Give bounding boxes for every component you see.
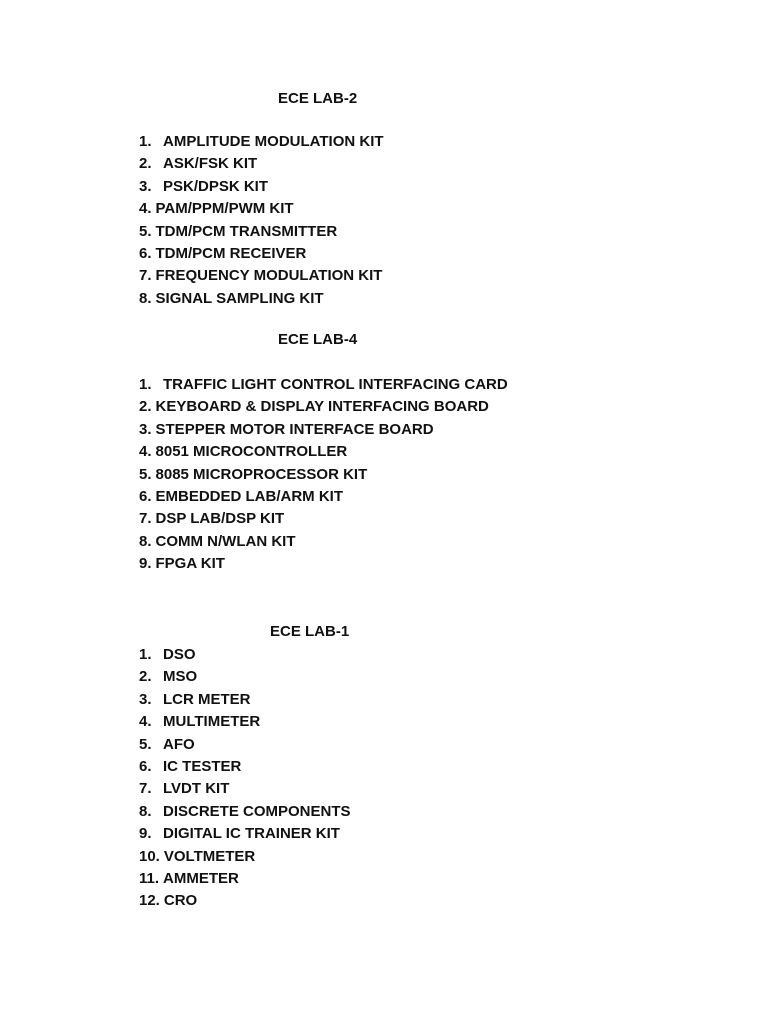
- list-item: [139, 131, 384, 153]
- list-item: [139, 711, 351, 733]
- item-number: 5.: [139, 735, 152, 753]
- list-item: [139, 486, 508, 508]
- lab-4-equipment-list: [139, 374, 508, 576]
- list-item: [139, 531, 508, 553]
- list-item: [139, 419, 508, 441]
- item-text: AMMETER: [163, 869, 239, 887]
- item-text: PAM/PPM/PWM KIT: [155, 200, 294, 218]
- item-text: LVDT KIT: [163, 780, 230, 798]
- list-item: [139, 464, 508, 486]
- item-number: 8.: [139, 532, 152, 550]
- item-number: 2.: [139, 398, 152, 416]
- item-number: 2.: [139, 668, 152, 686]
- list-item: [139, 846, 351, 868]
- item-text: FPGA KIT: [155, 555, 225, 573]
- item-text: DISCRETE COMPONENTS: [163, 802, 351, 820]
- list-item: [139, 374, 508, 396]
- list-item: [139, 221, 384, 243]
- item-number: 7.: [139, 267, 152, 285]
- item-text: IC TESTER: [163, 757, 242, 775]
- item-number: 8.: [139, 289, 152, 307]
- item-number: 1.: [139, 133, 152, 150]
- item-text: CRO: [163, 892, 198, 910]
- item-number: 4.: [139, 443, 152, 461]
- list-item: [139, 265, 384, 287]
- list-item: [139, 243, 384, 265]
- item-number: 3.: [139, 177, 152, 195]
- list-item: [139, 823, 351, 845]
- item-text: FREQUENCY MODULATION KIT: [155, 267, 383, 285]
- list-item: [139, 890, 351, 912]
- item-number: 6.: [139, 244, 152, 262]
- item-number: 5.: [139, 222, 152, 240]
- lab-1-equipment-list: [139, 644, 351, 913]
- section-heading-lab-1: ECE LAB-1: [270, 623, 350, 640]
- list-item: [139, 778, 351, 800]
- list-item: [139, 689, 351, 711]
- list-item: [139, 756, 351, 778]
- list-item: [139, 198, 384, 220]
- item-text: TRAFFIC LIGHT CONTROL INTERFACING CARD: [163, 376, 508, 393]
- item-number: 7.: [139, 510, 152, 528]
- list-item: [139, 396, 508, 418]
- item-number: 3.: [139, 420, 152, 438]
- list-item: [139, 441, 508, 463]
- item-number: 1.: [139, 376, 152, 393]
- item-number: 9.: [139, 555, 152, 573]
- item-text: AMPLITUDE MODULATION KIT: [163, 133, 384, 150]
- item-text: SIGNAL SAMPLING KIT: [155, 289, 324, 307]
- item-text: DSP LAB/DSP KIT: [155, 510, 285, 528]
- list-item: [139, 734, 351, 756]
- item-number: 3.: [139, 690, 152, 708]
- item-text: VOLTMETER: [163, 847, 256, 865]
- item-number: 6.: [139, 487, 152, 505]
- item-text: PSK/DPSK KIT: [163, 177, 269, 195]
- item-number: 1.: [139, 646, 152, 663]
- list-item: [139, 288, 384, 310]
- item-number: 5.: [139, 465, 152, 483]
- list-item: [139, 553, 508, 575]
- section-heading-lab-2: ECE LAB-2: [278, 90, 358, 107]
- item-number: 11.: [139, 869, 160, 887]
- item-number: 6.: [139, 757, 152, 775]
- lab-2-equipment-list: [139, 131, 384, 310]
- item-number: 4.: [139, 200, 152, 218]
- item-text: MULTIMETER: [163, 713, 261, 731]
- item-number: 4.: [139, 713, 152, 731]
- item-number: 12.: [139, 892, 160, 910]
- list-item: [139, 801, 351, 823]
- item-text: AFO: [163, 735, 195, 753]
- list-item: [139, 666, 351, 688]
- item-text: MSO: [163, 668, 198, 686]
- item-text: EMBEDDED LAB/ARM KIT: [155, 487, 344, 505]
- item-text: COMM N/WLAN KIT: [155, 532, 296, 550]
- list-item: [139, 868, 351, 890]
- item-text: STEPPER MOTOR INTERFACE BOARD: [155, 420, 434, 438]
- item-number: 9.: [139, 825, 152, 843]
- item-text: KEYBOARD & DISPLAY INTERFACING BOARD: [155, 398, 489, 416]
- item-number: 8.: [139, 802, 152, 820]
- item-text: DIGITAL IC TRAINER KIT: [163, 825, 340, 843]
- item-number: 7.: [139, 780, 152, 798]
- section-heading-lab-4: ECE LAB-4: [278, 331, 358, 348]
- item-text: DSO: [163, 646, 196, 663]
- list-item: [139, 644, 351, 666]
- item-number: 10.: [139, 847, 160, 865]
- item-text: TDM/PCM RECEIVER: [155, 244, 307, 262]
- item-text: ASK/FSK KIT: [163, 155, 258, 173]
- item-text: 8051 MICROCONTROLLER: [155, 443, 348, 461]
- list-item: [139, 153, 384, 175]
- item-text: TDM/PCM TRANSMITTER: [155, 222, 338, 240]
- item-number: 2.: [139, 155, 152, 173]
- item-text: LCR METER: [163, 690, 251, 708]
- item-text: 8085 MICROPROCESSOR KIT: [155, 465, 368, 483]
- list-item: [139, 508, 508, 530]
- list-item: [139, 176, 384, 198]
